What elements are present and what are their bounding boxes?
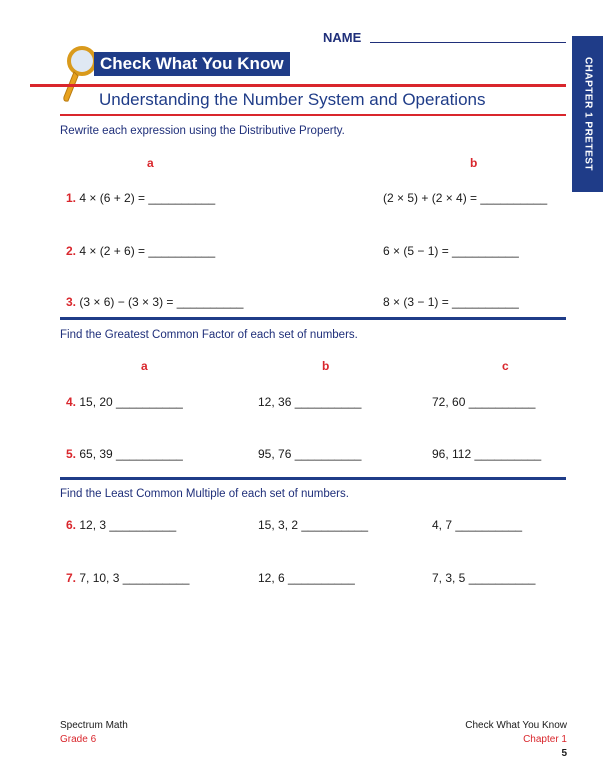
problem-7b[interactable]: 12, 6 __________ [258, 571, 355, 585]
page-number: 5 [561, 748, 567, 759]
chapter-tab-label: CHAPTER 1 PRETEST [582, 56, 593, 172]
section2-col-a: a [141, 359, 148, 373]
problem-number: 4. [66, 395, 77, 409]
problem-text: 15, 20 __________ [79, 395, 183, 409]
problem-text: (3 × 6) − (3 × 3) = __________ [79, 295, 244, 309]
page-subtitle: Understanding the Number System and Operations [99, 90, 486, 109]
problem-text: 4 × (6 + 2) = __________ [79, 191, 216, 205]
problem-6b[interactable]: 15, 3, 2 __________ [258, 518, 369, 532]
problem-number: 2. [66, 244, 77, 258]
header-rule [30, 84, 566, 87]
banner-title: Check What You Know [94, 52, 290, 76]
problem-4a[interactable] [66, 395, 183, 409]
problem-7c[interactable]: 7, 3, 5 __________ [432, 571, 536, 585]
footer-book-title: Spectrum Math [60, 720, 128, 731]
section1-col-a: a [147, 156, 154, 170]
section3-instruction: Find the Least Common Multiple of each set of numbers. [60, 488, 349, 500]
name-line[interactable] [370, 42, 566, 43]
problem-text: 4 × (2 + 6) = __________ [79, 244, 216, 258]
problem-text: 65, 39 __________ [79, 447, 183, 461]
problem-1b[interactable]: (2 × 5) + (2 × 4) = __________ [383, 191, 548, 205]
problem-3a[interactable] [66, 295, 243, 309]
problem-5b[interactable]: 95, 76 __________ [258, 447, 362, 461]
problem-5c[interactable]: 96, 112 __________ [432, 447, 542, 461]
problem-text: 12, 3 __________ [79, 518, 177, 532]
problem-6c[interactable]: 4, 7 __________ [432, 518, 523, 532]
problem-number: 1. [66, 191, 77, 205]
footer-section-title: Check What You Know [465, 720, 567, 731]
name-label: NAME [323, 30, 362, 45]
problem-2b[interactable]: 6 × (5 − 1) = __________ [383, 244, 519, 258]
problem-6a[interactable] [66, 518, 176, 532]
problem-text: 7, 10, 3 __________ [79, 571, 190, 585]
chapter-tab [572, 36, 603, 192]
section1-instruction: Rewrite each expression using the Distributive Property. [60, 125, 345, 137]
problem-2a[interactable] [66, 244, 215, 258]
problem-4b[interactable]: 12, 36 __________ [258, 395, 362, 409]
section-divider [60, 317, 566, 320]
problem-3b[interactable]: 8 × (3 − 1) = __________ [383, 295, 519, 309]
footer-grade: Grade 6 [60, 734, 97, 745]
problem-4c[interactable]: 72, 60 __________ [432, 395, 536, 409]
section2-col-b: b [322, 359, 330, 373]
problem-number: 5. [66, 447, 77, 461]
problem-1a[interactable] [66, 191, 215, 205]
section1-col-b: b [470, 156, 478, 170]
subtitle-rule [60, 114, 566, 116]
section2-instruction: Find the Greatest Common Factor of each set of numbers. [60, 329, 358, 341]
problem-number: 3. [66, 295, 77, 309]
problem-5a[interactable] [66, 447, 183, 461]
problem-7a[interactable] [66, 571, 189, 585]
problem-number: 6. [66, 518, 77, 532]
section-divider [60, 477, 566, 480]
footer-chapter: Chapter 1 [523, 734, 567, 745]
section2-col-c: c [502, 359, 509, 373]
problem-number: 7. [66, 571, 77, 585]
